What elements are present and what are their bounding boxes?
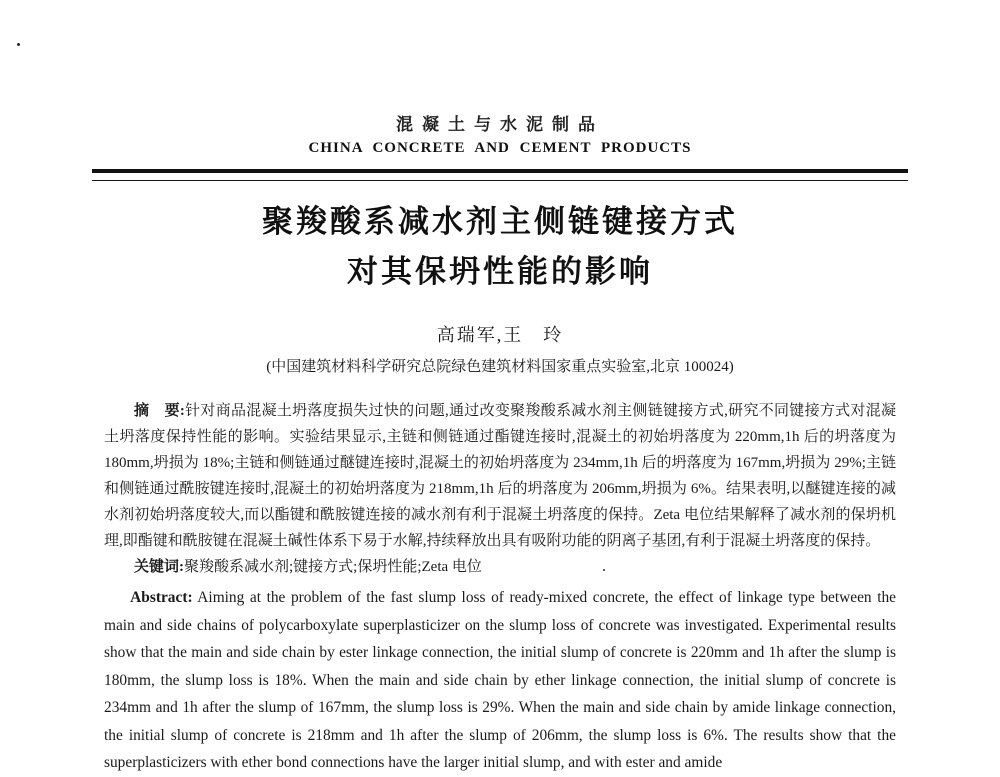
journal-name-cn: 混凝土与水泥制品 (396, 115, 604, 134)
keywords-line (104, 554, 896, 580)
article-title-line1: 聚羧酸系减水剂主侧链键接方式 (262, 204, 738, 239)
keywords-label: 关键词: (134, 559, 184, 575)
scan-speck (17, 43, 20, 46)
journal-header (104, 110, 896, 181)
abstract-en-text: Aiming at the problem of the fast slump loss of ready-mixed concrete, the effect of linkage type between the main and side chains of polycarboxylate superplasticizer on the slump loss of concrete was investigated. Experimental results show that the main and side chain by ester linkage connection, the initial slump of concrete is 220mm and 1h after the slump is 180mm, the slump loss is 18%. When the main and side chain by ether linkage connection, the initial slump of concrete is 234mm and 1h after the slump of 167mm, the slump loss is 29%. When the main and side chain by amide linkage connection, the initial slump of concrete is 218mm and 1h after the slump of 206mm, the slump loss is 6%. The results show that the superplasticizers with ether bond connections have the larger initial slump, and with ester and amide (104, 589, 896, 771)
abstract-cn-text: 针对商品混凝土坍落度损失过快的问题,通过改变聚羧酸系减水剂主侧链键接方式,研究不同键接方式对混凝土坍落度保持性能的影响。实验结果显示,主链和侧链通过酯键连接时,混凝土的初始坍落度为 220mm,1h 后的坍落度为 180mm,坍损为 18%;主链和侧链通过醚键连接时,混凝土的初始坍落度为 234mm,1h 后的坍落度为 167mm,坍损为 29%;主链和侧链通过酰胺键连接时,混凝土的初始坍落度为 218mm,1h 后的坍落度为 206mm,坍损为 6%。结果表明,以醚键连接的减水剂初始坍落度较大,而以酯键和酰胺键连接的减水剂有利于混凝土坍落度的保持。Zeta 电位结果解释了减水剂的保坍机理,即酯键和酰胺键在混凝土碱性体系下易于水解,持续释放出具有吸附功能的阴离子基团,有利于混凝土坍落度的保持。 (104, 403, 896, 549)
abstract-cn-label: 摘 要: (134, 403, 185, 419)
header-divider (92, 169, 908, 181)
scanned-page (104, 0, 896, 777)
abstract-en (104, 584, 896, 777)
abstract-cn (104, 398, 896, 554)
abstract-en-label: Abstract: (130, 589, 193, 606)
keywords-text: 聚羧酸系减水剂;键接方式;保坍性能;Zeta 电位 (184, 559, 482, 575)
affiliation: (中国建筑材料科学研究总院绿色建筑材料国家重点实验室,北京 100024) (266, 359, 734, 375)
journal-name-en: CHINA CONCRETE AND CEMENT PRODUCTS (308, 140, 692, 156)
article-title (104, 197, 896, 297)
scan-speck (603, 569, 605, 571)
article-title-line2: 对其保坍性能的影响 (347, 254, 653, 289)
authors: 高瑞军,王 玲 (436, 325, 564, 345)
